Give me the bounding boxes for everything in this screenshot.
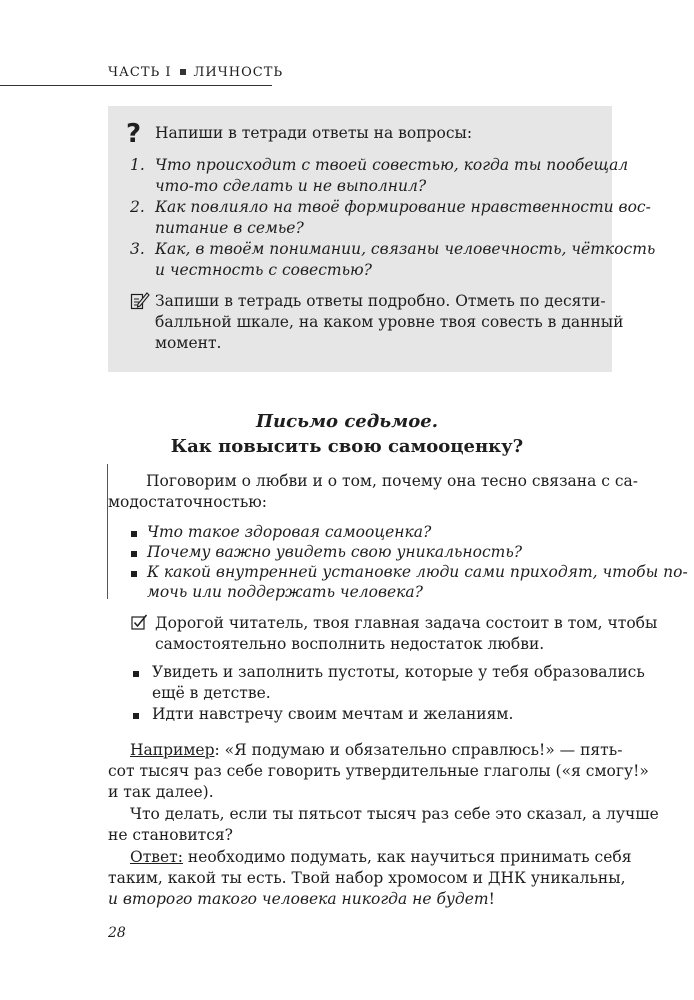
answer-line [108, 890, 495, 908]
example-line [130, 741, 622, 759]
action-item: ещё в детстве. [152, 684, 271, 702]
question-line: и честность с совестью? [155, 261, 372, 279]
separator-square-icon [180, 69, 186, 75]
answer-line [130, 848, 632, 866]
answer-label: Ответ: [130, 848, 183, 866]
example-line: и так далее). [108, 783, 214, 801]
task-note-line: Дорогой читатель, твоя главная задача состоит в том, чтобы [155, 614, 658, 632]
answer-line: таким, какой ты есть. Твой набор хромосом и ДНК уникальны, [108, 869, 626, 887]
question-line: Как повлияло на твоё формирование нравственности вос- [155, 198, 651, 216]
question-line: Что происходит с твоей совестью, когда ты пообещал [155, 156, 629, 174]
running-head [0, 65, 284, 86]
bullet-icon [131, 571, 137, 577]
question-paragraph-line: Что делать, если ты пятьсот тысяч раз себе это сказал, а лучше [130, 805, 659, 823]
question-line: Как, в твоём понимании, связаны человечность, чёткость [155, 240, 656, 258]
example-label: Например [130, 741, 215, 759]
part-label: ЧАСТЬ I [108, 65, 172, 80]
example-text: : «Я подумаю и обязательно справлюсь!» — пять- [214, 741, 623, 759]
task-intro: Напиши в тетради ответы на вопросы: [155, 124, 473, 142]
intro-line: модостаточностью: [108, 493, 267, 511]
task-note-line: самостоятельно восполнить недостаток любви. [155, 635, 545, 653]
bullet-icon [131, 551, 137, 557]
margin-bar [107, 464, 108, 599]
bullet-icon [133, 713, 139, 719]
topic-item: Что такое здоровая самооценка? [147, 523, 432, 541]
question-mark-icon: ? [126, 119, 142, 149]
write-task-line: балльной шкале, на каком уровне твоя совесть в данный [155, 313, 624, 331]
pencil-note-icon [130, 290, 150, 310]
section-label: ЛИЧНОСТЬ [193, 65, 284, 80]
action-item: Идти навстречу своим мечтам и желаниям. [152, 705, 514, 723]
write-task-line: момент. [155, 334, 222, 352]
answer-italic: и второго такого человека никогда не будет [108, 890, 489, 908]
topic-item: К какой внутренней установке люди сами приходят, чтобы по- [147, 563, 688, 581]
topic-item: мочь или поддержать человека? [147, 583, 423, 601]
page-number: 28 [108, 925, 126, 941]
bullet-icon [133, 671, 139, 677]
question-number: 3. [130, 240, 145, 258]
question-number: 2. [130, 198, 145, 216]
question-line: питание в семье? [155, 219, 304, 237]
intro-line: Поговорим о любви и о том, почему она тесно связана с са- [146, 472, 639, 490]
answer-text: необходимо подумать, как научиться принимать себя [182, 848, 632, 866]
question-number: 1. [130, 156, 145, 174]
question-line: что-то сделать и не выполнил? [155, 177, 427, 195]
example-line: сот тысяч раз себе говорить утвердительные глаголы («я смогу!» [108, 762, 649, 780]
letter-subtitle: Как повысить свою самооценку? [170, 436, 524, 457]
topic-item: Почему важно увидеть свою уникальность? [147, 543, 523, 561]
letter-title: Письмо седьмое. [256, 411, 438, 432]
task-box [108, 106, 612, 372]
running-head-text [108, 65, 283, 80]
action-item: Увидеть и заполнить пустоты, которые у тебя образовались [152, 663, 645, 681]
bullet-icon [131, 531, 137, 537]
write-task-line: Запиши в тетрадь ответы подробно. Отметь по десяти- [155, 292, 606, 310]
checkbox-icon [131, 614, 148, 631]
question-paragraph-line: не становится? [108, 826, 233, 844]
answer-end: ! [488, 890, 495, 908]
